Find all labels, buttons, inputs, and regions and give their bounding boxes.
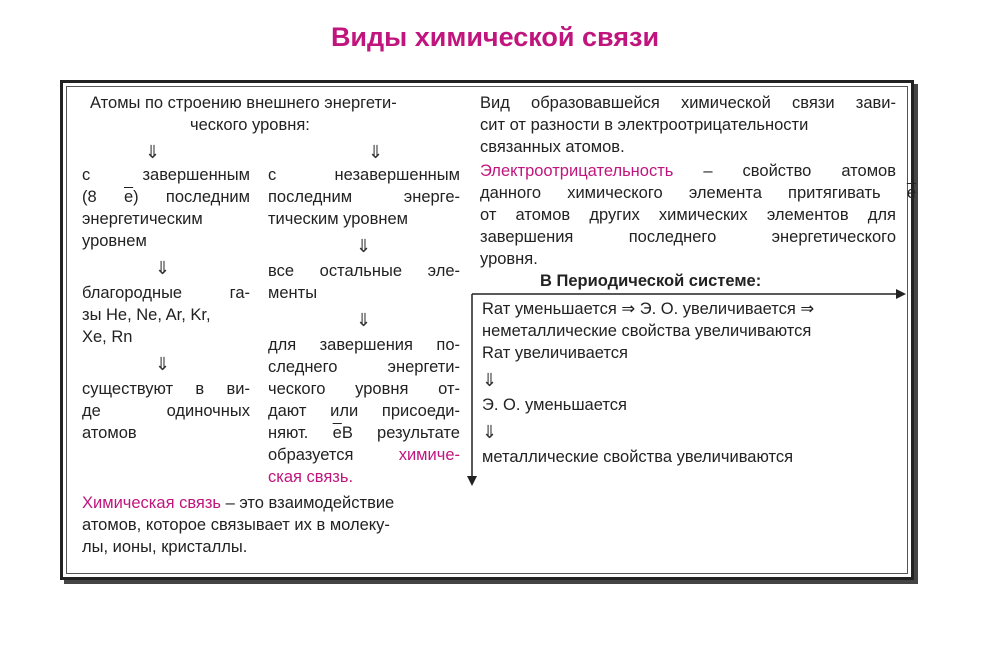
en-definition-5: уровня. bbox=[480, 250, 538, 268]
col2-line-1: с незавершенным bbox=[268, 166, 460, 184]
down-arrow-icon: ⇓ bbox=[368, 142, 384, 162]
periodic-row-3: Rат увеличивается bbox=[482, 344, 628, 362]
en-definition-4: завершения последнего энергетического bbox=[480, 228, 896, 246]
chem-bond-definition-2: атомов, которое связывает их в молеку- bbox=[82, 516, 390, 534]
down-arrow-icon: ⇓ bbox=[145, 142, 161, 162]
col2-complete-5: няют. $\overline{e}В$ результате bbox=[268, 424, 460, 442]
en-definition-3: от атомов других химических элементов для bbox=[480, 206, 896, 224]
col1-noble-1: благородные га- bbox=[82, 284, 250, 302]
col1-line-3: энергетическим bbox=[82, 210, 203, 228]
right-intro-1: Вид образовавшейся химической связи зави- bbox=[480, 94, 896, 112]
left-heading-line-2: ческого уровня: bbox=[190, 116, 310, 134]
col2-others-2: менты bbox=[268, 284, 318, 302]
right-intro-3: связанных атомов. bbox=[480, 138, 625, 156]
periodic-row-2: неметаллические свойства увеличиваются bbox=[482, 322, 812, 340]
left-heading-line-1: Атомы по строению внешнего энергети- bbox=[90, 94, 397, 112]
down-arrow-icon: ⇓ bbox=[356, 310, 372, 330]
periodic-row-1: Rат уменьшается ⇒ Э. О. увеличивается ⇒ bbox=[482, 300, 815, 318]
col1-exist-1: существуют в ви- bbox=[82, 380, 250, 398]
col1-noble-2: зы He, Ne, Ar, Kr, bbox=[82, 306, 211, 324]
col2-result-2: ская связь. bbox=[268, 468, 354, 486]
chem-bond-term: Химическая связь bbox=[82, 494, 222, 512]
col2-result-1: образуется химиче- bbox=[268, 446, 460, 464]
en-definition-1: Электроотрицательность – свойство атомов bbox=[480, 162, 896, 180]
col2-complete-2: следнего энергети- bbox=[268, 358, 460, 376]
col1-line-4: уровнем bbox=[82, 232, 147, 250]
col1-exist-3: атомов bbox=[82, 424, 137, 442]
en-definition-2: данного химического элемента притягивать $\overline{e}$ bbox=[480, 184, 916, 202]
chem-bond-definition-1: Химическая связь – это взаимодействие bbox=[82, 494, 395, 512]
page-title: Виды химической связи bbox=[330, 22, 660, 52]
col1-noble-3: Xe, Rn bbox=[82, 328, 133, 346]
col2-line-3: тическим уровнем bbox=[268, 210, 408, 228]
col2-complete-4: дают или присоеди- bbox=[268, 402, 460, 420]
chem-bond-definition-3: лы, ионы, кристаллы. bbox=[82, 538, 248, 556]
right-intro-2: сит от разности в электроотрицательности bbox=[480, 116, 809, 134]
down-arrow-icon: ⇓ bbox=[356, 236, 372, 256]
periodic-row-4: Э. О. уменьшается bbox=[482, 396, 627, 414]
down-arrow-icon: ⇓ bbox=[155, 354, 171, 374]
col2-complete-1: для завершения по- bbox=[268, 336, 460, 354]
col2-line-2: последним энерге- bbox=[268, 188, 460, 206]
down-arrow-icon: ⇓ bbox=[482, 422, 498, 442]
down-arrow-icon: ⇓ bbox=[155, 258, 171, 278]
en-term: Электроотрицательность bbox=[480, 162, 674, 180]
col1-line-2: (8 $\overline{e}$) последним bbox=[82, 188, 250, 206]
col1-line-1: с завершенным bbox=[82, 166, 250, 184]
col1-exist-2: де одиночных bbox=[82, 402, 250, 420]
col2-others-1: все остальные эле- bbox=[268, 262, 460, 280]
col2-complete-3: ческого уровня от- bbox=[268, 380, 460, 398]
periodic-row-5: металлические свойства увеличиваются bbox=[482, 448, 794, 466]
periodic-heading: В Периодической системе: bbox=[540, 272, 762, 290]
down-arrow-icon: ⇓ bbox=[482, 370, 498, 390]
